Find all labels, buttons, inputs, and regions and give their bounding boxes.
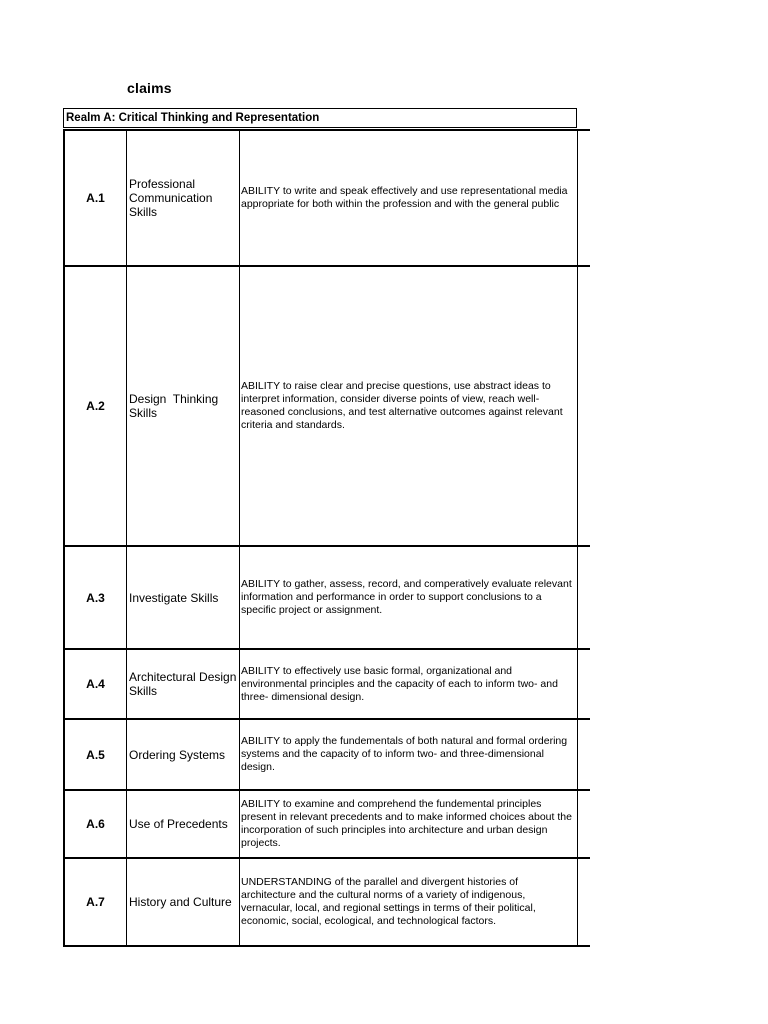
table-row (63, 650, 590, 720)
table-row (63, 859, 590, 947)
document-title: claims (127, 80, 172, 96)
row-code: A.1 (63, 131, 126, 265)
realm-header: Realm A: Critical Thinking and Representation (63, 108, 577, 128)
row-name: Ordering Systems (126, 720, 239, 789)
row-name: History and Culture (126, 859, 239, 945)
row-name: Use of Precedents (126, 791, 239, 857)
row-code: A.3 (63, 547, 126, 648)
table-row (63, 547, 590, 650)
row-code: A.2 (63, 267, 126, 545)
row-description: ABILITY to examine and comprehend the fundemental principles present in relevant precedents and to make informed choices about the incorporation of such principles into architecture and urban design projects. (239, 791, 578, 857)
row-name: Investigate Skills (126, 547, 239, 648)
claims-table (63, 129, 590, 947)
row-name: Professional Communication Skills (126, 131, 239, 265)
row-code: A.6 (63, 791, 126, 857)
table-row (63, 267, 590, 547)
row-name: Architectural Design Skills (126, 650, 239, 718)
row-code: A.4 (63, 650, 126, 718)
row-code: A.7 (63, 859, 126, 945)
row-code: A.5 (63, 720, 126, 789)
row-description: UNDERSTANDING of the parallel and divergent histories of architecture and the cultural norms of a variety of indigenous, vernacular, local, and regional settings in terms of their political, economic, social, ecological, and technological factors. (239, 859, 578, 945)
row-description: ABILITY to apply the fundementals of both natural and formal ordering systems and the capacity of to inform two- and three-dimensional design. (239, 720, 578, 789)
table-row (63, 791, 590, 859)
row-description: ABILITY to effectively use basic formal, organizational and environmental principles and the capacity of each to inform two- and three- dimensional design. (239, 650, 578, 718)
row-description: ABILITY to raise clear and precise questions, use abstract ideas to interpret information, consider diverse points of view, reach well-reasoned conclusions, and test alternative outcomes against relevant criteria and standards. (239, 267, 578, 545)
row-description: ABILITY to write and speak effectively and use representational media appropriate for both within the profession and with the general public (239, 131, 578, 265)
table-row (63, 720, 590, 791)
row-description: ABILITY to gather, assess, record, and comperatively evaluate relevant information and performance in order to support conclusions to a specific project or assignment. (239, 547, 578, 648)
table-row (63, 129, 590, 267)
row-name: Design Thinking Skills (126, 267, 239, 545)
